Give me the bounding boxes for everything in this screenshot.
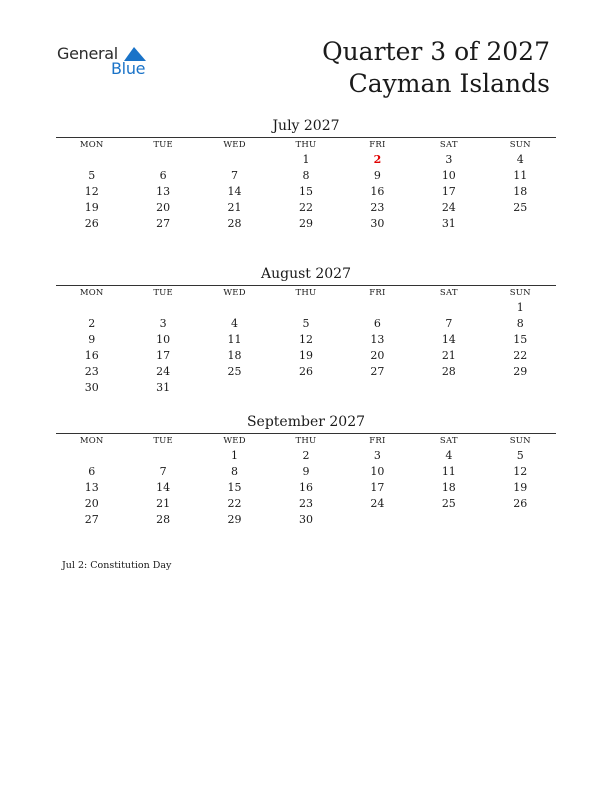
empty-day-cell	[485, 216, 556, 232]
day-cell: 8	[231, 465, 239, 478]
week-row	[56, 348, 556, 364]
day-cell: 8	[302, 169, 310, 182]
weekday-label: FRI	[369, 288, 386, 298]
day-cell: 29	[513, 365, 528, 378]
day-cell: 3	[159, 317, 167, 330]
empty-day-cell	[56, 448, 127, 464]
day-cell: 5	[88, 169, 96, 182]
day-cell: 13	[370, 333, 385, 346]
day-cell: 23	[370, 201, 385, 214]
weekday-label: TUE	[153, 140, 173, 150]
weekday-label: SAT	[439, 288, 458, 298]
empty-day-cell	[413, 300, 484, 316]
day-cell: 15	[298, 185, 313, 198]
day-cell: 18	[227, 349, 242, 362]
day-cell: 22	[513, 349, 528, 362]
day-cell: 18	[513, 185, 528, 198]
empty-day-cell	[485, 512, 556, 528]
empty-day-cell	[270, 300, 341, 316]
month-calendar	[56, 117, 556, 232]
empty-day-cell	[127, 300, 198, 316]
day-cell: 9	[88, 333, 96, 346]
day-cell: 28	[227, 217, 242, 230]
day-cell: 22	[298, 201, 313, 214]
day-cell: 3	[445, 153, 453, 166]
week-row	[56, 380, 556, 396]
day-cell: 17	[441, 185, 456, 198]
day-cell: 23	[84, 365, 99, 378]
week-row	[56, 200, 556, 216]
empty-day-cell	[199, 300, 270, 316]
weekday-label: TUE	[153, 436, 173, 446]
day-cell: 26	[513, 497, 528, 510]
empty-day-cell	[56, 152, 127, 168]
logo	[57, 44, 157, 84]
logo-text-general: General	[57, 44, 118, 63]
weekday-header	[56, 434, 556, 448]
day-cell: 3	[373, 449, 381, 462]
weekday-header	[56, 138, 556, 152]
week-row	[56, 300, 556, 316]
day-cell: 11	[441, 465, 456, 478]
day-cell: 20	[84, 497, 99, 510]
weekday-label: WED	[223, 436, 246, 446]
empty-day-cell	[199, 152, 270, 168]
weekday-label: THU	[295, 288, 317, 298]
day-cell: 13	[84, 481, 99, 494]
weekday-label: THU	[295, 140, 317, 150]
day-cell: 21	[227, 201, 242, 214]
day-cell: 16	[84, 349, 99, 362]
day-cell: 5	[516, 449, 524, 462]
week-row	[56, 332, 556, 348]
day-cell: 14	[441, 333, 456, 346]
day-cell: 30	[370, 217, 385, 230]
day-cell: 2	[302, 449, 310, 462]
day-cell: 12	[513, 465, 528, 478]
weekday-label: SUN	[509, 436, 531, 446]
day-cell: 24	[441, 201, 456, 214]
title-country: Cayman Islands	[348, 69, 550, 98]
day-cell: 26	[298, 365, 313, 378]
month-title: August 2027	[261, 266, 351, 282]
week-row	[56, 448, 556, 464]
day-cell: 20	[370, 349, 385, 362]
page-title	[322, 36, 550, 100]
weekday-header	[56, 286, 556, 300]
week-row	[56, 216, 556, 232]
day-cell: 11	[513, 169, 528, 182]
day-cell: 19	[84, 201, 99, 214]
day-cell: 21	[156, 497, 171, 510]
logo-text-blue: Blue	[111, 59, 146, 78]
day-cell: 4	[516, 153, 524, 166]
day-cell: 15	[513, 333, 528, 346]
day-cell: 7	[159, 465, 167, 478]
empty-day-cell	[342, 512, 413, 528]
month-title: September 2027	[246, 414, 366, 430]
day-cell: 16	[370, 185, 385, 198]
month-calendar	[56, 413, 556, 528]
day-cell: 7	[231, 169, 239, 182]
day-cell: 6	[373, 317, 381, 330]
weekday-label: SUN	[509, 288, 531, 298]
day-cell: 2	[88, 317, 96, 330]
week-row	[56, 464, 556, 480]
day-cell: 1	[516, 301, 524, 314]
empty-day-cell	[413, 380, 484, 396]
day-cell: 15	[227, 481, 242, 494]
day-cell: 14	[156, 481, 171, 494]
week-row	[56, 168, 556, 184]
day-cell: 28	[156, 513, 171, 526]
weekday-label: MON	[79, 140, 104, 150]
weekday-label: WED	[223, 288, 246, 298]
empty-day-cell	[199, 380, 270, 396]
day-cell: 1	[302, 153, 310, 166]
day-cell: 6	[88, 465, 96, 478]
day-cell: 28	[441, 365, 456, 378]
day-cell: 27	[84, 513, 99, 526]
day-cell: 25	[513, 201, 528, 214]
empty-day-cell	[127, 448, 198, 464]
weekday-label: WED	[223, 140, 246, 150]
month-calendar	[56, 265, 556, 396]
day-cell: 10	[156, 333, 171, 346]
day-cell: 24	[370, 497, 385, 510]
day-cell: 10	[441, 169, 456, 182]
day-cell: 21	[441, 349, 456, 362]
empty-day-cell	[342, 300, 413, 316]
day-cell: 31	[441, 217, 456, 230]
week-row	[56, 512, 556, 528]
weekday-label: SAT	[439, 140, 458, 150]
day-cell: 9	[373, 169, 381, 182]
holiday-day-cell: 2	[373, 153, 382, 166]
week-row	[56, 152, 556, 168]
day-cell: 9	[302, 465, 310, 478]
title-quarter: Quarter 3 of 2027	[322, 37, 550, 66]
day-cell: 26	[84, 217, 99, 230]
weekday-label: TUE	[153, 288, 173, 298]
day-cell: 22	[227, 497, 242, 510]
day-cell: 29	[227, 513, 242, 526]
day-cell: 23	[298, 497, 313, 510]
day-cell: 25	[227, 365, 242, 378]
day-cell: 16	[298, 481, 313, 494]
day-cell: 19	[298, 349, 313, 362]
week-row	[56, 316, 556, 332]
weekday-label: FRI	[369, 140, 386, 150]
day-cell: 30	[84, 381, 99, 394]
day-cell: 8	[516, 317, 524, 330]
day-cell: 30	[298, 513, 313, 526]
day-cell: 12	[84, 185, 99, 198]
day-cell: 31	[156, 381, 171, 394]
day-cell: 5	[302, 317, 310, 330]
day-cell: 12	[298, 333, 313, 346]
day-cell: 25	[441, 497, 456, 510]
week-row	[56, 184, 556, 200]
holiday-note: Jul 2: Constitution Day	[62, 560, 172, 571]
empty-day-cell	[485, 380, 556, 396]
day-cell: 14	[227, 185, 242, 198]
day-cell: 17	[156, 349, 171, 362]
empty-day-cell	[270, 380, 341, 396]
day-cell: 10	[370, 465, 385, 478]
day-cell: 27	[156, 217, 171, 230]
day-cell: 4	[231, 317, 239, 330]
day-cell: 11	[227, 333, 242, 346]
week-row	[56, 364, 556, 380]
day-cell: 19	[513, 481, 528, 494]
day-cell: 7	[445, 317, 453, 330]
day-cell: 13	[156, 185, 171, 198]
weekday-label: MON	[79, 436, 104, 446]
weekday-label: MON	[79, 288, 104, 298]
weekday-label: SUN	[509, 140, 531, 150]
empty-day-cell	[342, 380, 413, 396]
day-cell: 20	[156, 201, 171, 214]
empty-day-cell	[127, 152, 198, 168]
weekday-label: THU	[295, 436, 317, 446]
day-cell: 1	[231, 449, 239, 462]
day-cell: 27	[370, 365, 385, 378]
weekday-label: FRI	[369, 436, 386, 446]
day-cell: 24	[156, 365, 171, 378]
day-cell: 6	[159, 169, 167, 182]
empty-day-cell	[56, 300, 127, 316]
week-row	[56, 496, 556, 512]
day-cell: 29	[298, 217, 313, 230]
holiday-notes	[62, 560, 171, 571]
week-row	[56, 480, 556, 496]
empty-day-cell	[413, 512, 484, 528]
weekday-label: SAT	[439, 436, 458, 446]
day-cell: 17	[370, 481, 385, 494]
day-cell: 18	[441, 481, 456, 494]
month-title: July 2027	[272, 118, 340, 134]
day-cell: 4	[445, 449, 453, 462]
